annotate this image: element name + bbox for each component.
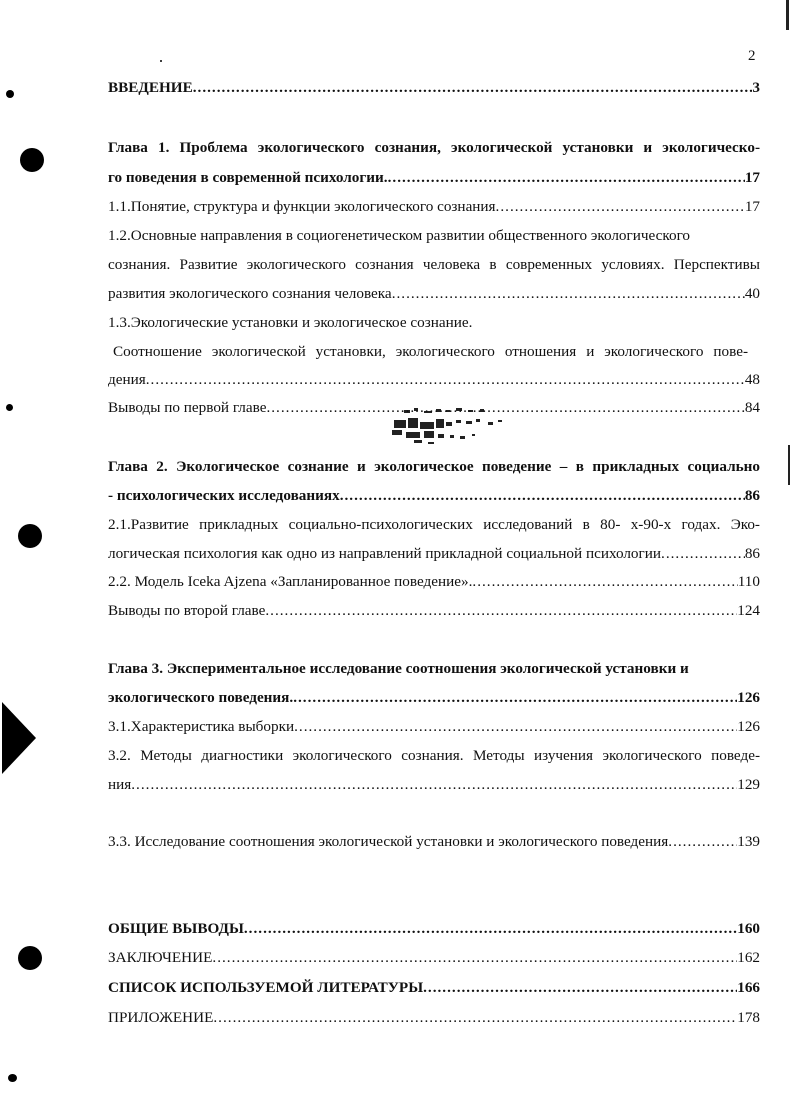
- scan-speck: [8, 1074, 17, 1082]
- toc-entry-page: 129: [737, 776, 760, 793]
- toc-entry-page: 40: [744, 285, 760, 302]
- toc-entry-general-conclusions: [108, 919, 760, 939]
- toc-entry-3-2-line-1: 3.2. Методы диагностики экологического сознания. Методы изучения экологического поведе-: [108, 747, 760, 764]
- chapter-1-title-line-2: го поведения в современной психологии.: [108, 169, 388, 186]
- toc-entry-title: Выводы по второй главе: [108, 602, 266, 619]
- toc-entry-3-3: [108, 832, 760, 852]
- scan-speck: [6, 404, 13, 411]
- toc-leader-dots: [388, 168, 745, 188]
- toc-entry-1-1: [108, 197, 760, 217]
- toc-leader-dots: [668, 832, 737, 852]
- toc-entry-title: 3.1.Характеристика выборки: [108, 718, 295, 735]
- toc-entry-chapter-1: [108, 168, 760, 188]
- toc-entry-2-1: [108, 544, 760, 564]
- toc-entry-1-3-line-2: Соотношение экологической установки, экологического отношения и экологического пове-: [113, 343, 748, 360]
- scan-edge-mark: [786, 0, 789, 30]
- toc-entry-1-3-line-1: 1.3.Экологические установки и экологическое сознание.: [108, 314, 473, 331]
- toc-entry-page: 162: [737, 949, 760, 966]
- toc-entry-title: ОБЩИЕ ВЫВОДЫ: [108, 920, 244, 937]
- toc-leader-dots: [661, 544, 745, 564]
- punch-hole: [20, 148, 44, 172]
- toc-leader-dots: [266, 398, 744, 418]
- toc-leader-dots: [496, 197, 745, 217]
- toc-entry-appendix: [108, 1008, 760, 1028]
- toc-entry-2-2: [108, 572, 760, 592]
- toc-entry-page: 166: [737, 979, 760, 996]
- toc-entry-page: 126: [737, 718, 760, 735]
- toc-entry-title: ПРИЛОЖЕНИЕ: [108, 1009, 214, 1026]
- chapter-3-title-line-1: Глава 3. Экспериментальное исследование соотношения экологической установки и: [108, 660, 689, 677]
- toc-entry-page: 160: [737, 920, 760, 937]
- toc-entry-page: 178: [737, 1009, 760, 1026]
- chapter-2-title-line-2: - психологических исследованиях: [108, 487, 340, 504]
- toc-entry-page: 84: [744, 399, 760, 416]
- scan-edge-mark: [788, 445, 790, 485]
- page-number: 2: [748, 48, 756, 64]
- scan-speck: [6, 90, 14, 98]
- toc-entry-1-2: [108, 284, 760, 304]
- toc-entry-page: 17: [744, 198, 760, 215]
- toc-entry-2-1-line-2: логическая психология как одно из направлений прикладной социальной психологии: [108, 545, 662, 562]
- toc-entry-page: 126: [737, 689, 760, 706]
- toc-entry-page: 17: [744, 169, 760, 186]
- toc-leader-dots: [423, 978, 737, 998]
- toc-leader-dots: [244, 919, 737, 939]
- toc-leader-dots: [265, 601, 737, 621]
- toc-entry-page: 86: [744, 487, 760, 504]
- toc-entry-page: 110: [737, 573, 760, 590]
- toc-entry-1-2-line-3: развития экологического сознания человека: [108, 285, 392, 302]
- toc-entry-page: 139: [737, 833, 760, 850]
- toc-entry-page: 86: [744, 545, 760, 562]
- toc-entry-chapter-1-conclusions: [108, 398, 760, 418]
- toc-leader-dots: [146, 370, 745, 390]
- toc-entry-title: СПИСОК ИСПОЛЬЗУЕМОЙ ЛИТЕРАТУРЫ: [108, 979, 424, 996]
- toc-leader-dots: [193, 78, 753, 98]
- toc-leader-dots: [392, 284, 745, 304]
- toc-entry-1-2-line-2: сознания. Развитие экологического сознания человека в современных условиях. Перспективы: [108, 256, 760, 273]
- toc-leader-dots: [213, 1008, 737, 1028]
- scan-binding-mark: [2, 702, 36, 774]
- punch-hole: [18, 524, 42, 548]
- toc-entry-title: Выводы по первой главе: [108, 399, 267, 416]
- toc-entry-title: 1.1.Понятие, структура и функции экологического сознания: [108, 198, 496, 215]
- toc-entry-conclusion: [108, 948, 760, 968]
- toc-leader-dots: [294, 717, 737, 737]
- toc-entry-title: ВВЕДЕНИЕ: [108, 79, 193, 96]
- toc-entry-chapter-2-conclusions: [108, 601, 760, 621]
- toc-leader-dots: [472, 572, 737, 592]
- toc-entry-chapter-3: [108, 688, 760, 708]
- punch-hole: [18, 946, 42, 970]
- toc-entry-3-2: [108, 775, 760, 795]
- toc-entry-1-3: [108, 370, 760, 390]
- chapter-3-title-line-2: экологического поведения.: [108, 689, 294, 706]
- toc-entry-references: [108, 978, 760, 998]
- toc-entry-2-1-line-1: 2.1.Развитие прикладных социально-психологических исследований в 80- х-90-х годах. Эко-: [108, 516, 760, 533]
- toc-entry-1-2-line-1: 1.2.Основные направления в социогенетическом развитии общественного экологического: [108, 227, 691, 244]
- toc-entry-page: 3: [752, 79, 760, 96]
- scan-speck: [160, 60, 162, 62]
- toc-entry-page: 48: [744, 371, 760, 388]
- toc-leader-dots: [340, 486, 745, 506]
- toc-entry-page: 124: [737, 602, 760, 619]
- toc-entry-title: ЗАКЛЮЧЕНИЕ: [108, 949, 213, 966]
- toc-leader-dots: [212, 948, 737, 968]
- toc-entry-3-1: [108, 717, 760, 737]
- toc-leader-dots: [293, 688, 737, 708]
- toc-entry-title: 3.3. Исследование соотношения экологической установки и экологического поведения: [108, 833, 669, 850]
- toc-entry-introduction: [108, 78, 760, 98]
- toc-entry-1-3-line-3: дения: [108, 371, 146, 388]
- toc-entry-chapter-2: [108, 486, 760, 506]
- chapter-1-title-line-1: Глава 1. Проблема экологического сознания, экологической установки и экологическо-: [108, 139, 760, 156]
- toc-entry-title: 2.2. Модель Iceka Ajzena «Запланированное поведение».: [108, 573, 473, 590]
- chapter-2-title-line-1: Глава 2. Экологическое сознание и экологическое поведение – в прикладных социально: [108, 458, 760, 475]
- toc-entry-3-2-line-2: ния: [108, 776, 132, 793]
- toc-leader-dots: [131, 775, 737, 795]
